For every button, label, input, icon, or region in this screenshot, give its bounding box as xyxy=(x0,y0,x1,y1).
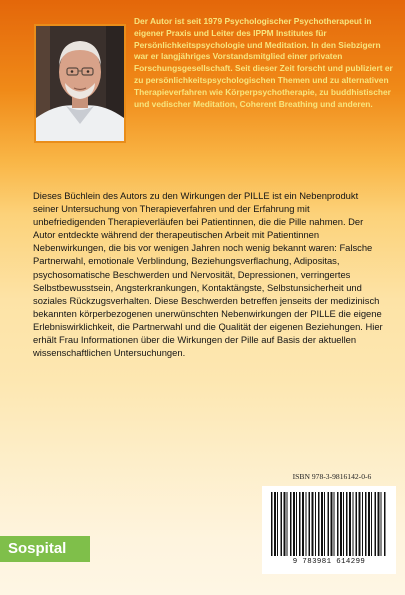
isbn-label: ISBN 978-3-9816142-0-6 xyxy=(292,472,372,481)
barcode-bars xyxy=(271,492,387,556)
barcode-digits: 9 783981 614299 xyxy=(292,558,366,566)
author-photo xyxy=(34,24,126,143)
publisher-logo: Sospital xyxy=(0,536,90,562)
author-portrait-image xyxy=(36,26,124,141)
author-bio: Der Autor ist seit 1979 Psychologischer Psychotherapeut in eigener Praxis und Leiter des IPPM Institutes für Persönlichkeitspsychologie und Meditation. In den Siebzigern war er langjähriges Vorstandsmitglied einer privaten Forschungsgesellschaft. Seit dieser Zeit forscht und publiziert er zu persönlichkeitspsychologischen Themen und zu alternativen Therapieverfahren wie Körperpsychotherapie, zu buddhistischer und vedischer Meditation, Coherent Breathing und anderen. xyxy=(134,16,393,109)
barcode xyxy=(262,486,396,574)
book-description: Dieses Büchlein des Autors zu den Wirkungen der PILLE ist ein Nebenprodukt seiner Untersuchung von Therapieverfahren und der Erfahrung mit unbefriedigenden Therapieverläufen bei Patientinnen, die die Pille nahmen. Der Autor entdeckte während der therapeutischen Arbeit mit Patientinnen Nebenwirkungen, die bis vor wenigen Jahren noch wenig bekannt waren: Falsche Partnerwahl, emotionale Verblindung, Beziehungsverflachung, Adipositas, psychosomatische Beschwerden und Nervosität, Depressionen, verringertes Selbstbewusstsein, Angsterkrankungen, Kontaktängste, Selbstunsicherheit und soziales Rückzugsverhalten. Diese Beschwerden betreffen jenseits der medizinisch bekannten körperbezogenen unerwünschten Nebenwirkungen der PILLE die eigene Erlebniswirklichkeit, die Partnerwahl und die Qualität der eigenen Beziehungen. Hier erhält Frau Informationen über die Wirkungen der Pille auf Basis der aktuellen wissenschaftlichen Untersuchungen. xyxy=(33,190,383,359)
